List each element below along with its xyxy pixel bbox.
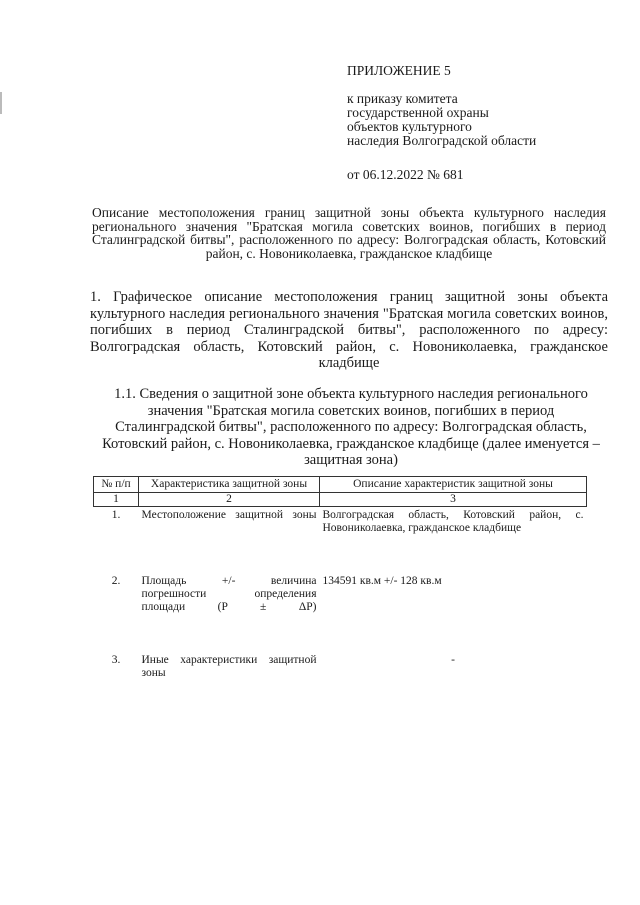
- appendix-date: от 06.12.2022 № 681: [347, 167, 464, 182]
- section-1-heading: 1. Графическое описание местоположения границ защитной зоны объекта культурного наследия регионального значения "Братская могила советских воинов, погибших в период Сталинградской битвы", расположенного по адресу: Волгоградская область, Котовский район, с. Новониколаевка, гражданское кладбище: [90, 289, 608, 371]
- header-number: № п/п: [94, 477, 139, 493]
- row-description: Волгоградская область, Котовский район, с. Новониколаевка, гражданское кладбище: [322, 509, 584, 534]
- column-number-row: [94, 493, 587, 507]
- row-spacer: [94, 537, 587, 573]
- row-number: 3.: [111, 654, 121, 666]
- row-spacer: [94, 616, 587, 652]
- row-number: 2.: [111, 575, 121, 587]
- column-number: 3: [320, 493, 587, 507]
- row-number: 1.: [111, 509, 121, 521]
- scan-margin-mark: [0, 92, 2, 114]
- table-header-row: [94, 477, 587, 493]
- header-characteristic: Характеристика защитной зоны: [139, 477, 320, 493]
- appendix-line: к приказу комитета: [347, 91, 458, 106]
- table-row: [94, 573, 587, 616]
- header-description: Описание характеристик защитной зоны: [320, 477, 587, 493]
- row-characteristic: Площадь +/- величина погрешности определения площади (P ± ΔP): [141, 575, 317, 613]
- section-1-1-heading: 1.1. Сведения о защитной зоне объекта культурного наследия регионального значения "Братская могила советских воинов, погибших в период Сталинградской битвы", расположенного по адресу: Волгоградская область, Котовский район, с. Новониколаевка, гражданское кладбище (далее именуется – защитная зона): [102, 386, 600, 468]
- row-description: 134591 кв.м +/- 128 кв.м: [322, 575, 442, 587]
- appendix-line: наследия Волгоградской области: [347, 133, 537, 148]
- appendix-line: государственной охраны: [347, 105, 489, 120]
- table-row: [94, 652, 587, 682]
- document-heading: Описание местоположения границ защитной зоны объекта культурного наследия регионального значения "Братская могила советских воинов, погибших в период Сталинградской битвы", расположенного по адресу: Волгоградская область, Котовский район, с. Новониколаевка, гражданское кладбище: [92, 205, 606, 261]
- appendix-title: ПРИЛОЖЕНИЕ 5: [347, 63, 451, 78]
- column-number: 1: [94, 493, 139, 507]
- row-characteristic: Местоположение защитной зоны: [141, 509, 317, 521]
- appendix-line: объектов культурного: [347, 119, 472, 134]
- table-row: [94, 507, 587, 538]
- appendix-block: [347, 64, 607, 182]
- row-description: -: [451, 654, 455, 666]
- protective-zone-table: [93, 476, 587, 682]
- column-number: 2: [139, 493, 320, 507]
- row-characteristic: Иные характеристики защитной зоны: [141, 654, 317, 679]
